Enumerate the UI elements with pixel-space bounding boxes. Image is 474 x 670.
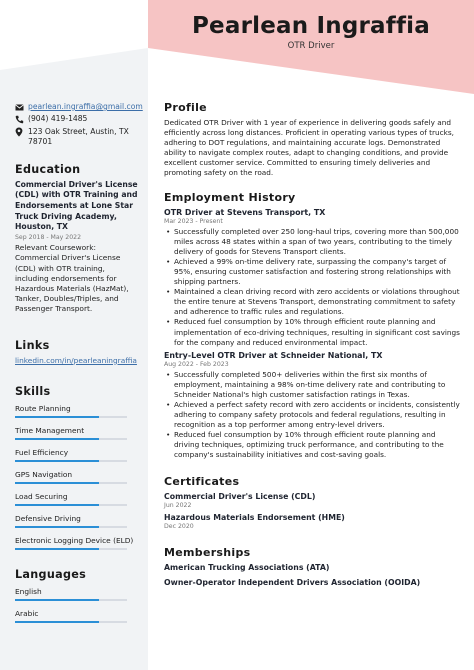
skill-label: Electronic Logging Device (ELD) — [15, 535, 134, 545]
job-bullet: • Successfully completed 500+ deliveries within the first six months of employment, maintaining a 98% on-time delivery rate and contributing to Schneider National's high customer satisfaction ratings in Texas. — [164, 370, 460, 400]
phone-icon — [15, 114, 26, 124]
job-bullet: • Reduced fuel consumption by 10% through efficient route planning and implementation of eco-driving techniques, resulting in significant cost savings for the company and reduced environmental impact. — [164, 317, 460, 347]
job-entry — [164, 208, 460, 348]
languages-heading: Languages — [15, 567, 87, 581]
skill-label: Defensive Driving — [15, 513, 81, 523]
memberships-heading: Memberships — [164, 545, 251, 559]
contact-phone-row — [15, 114, 139, 124]
main-content — [164, 101, 460, 593]
job-bullets — [164, 370, 460, 461]
certificate-title: Commercial Driver's License (CDL) — [164, 491, 316, 501]
skills-heading: Skills — [15, 384, 51, 398]
email-link[interactable]: pearlean.ingraffia@gmail.com — [28, 102, 143, 111]
contact-email-row — [15, 102, 143, 112]
skill-label: GPS Navigation — [15, 469, 73, 479]
language-bar-fill — [15, 599, 99, 601]
skill-item — [15, 426, 139, 440]
membership-item: American Trucking Associations (ATA) — [164, 562, 330, 572]
language-bar — [15, 599, 127, 601]
language-label: Arabic — [15, 608, 39, 618]
job-bullet: • Maintained a clean driving record with zero accidents or violations throughout the entire tenure at Stevens Transport, demonstrating commitment to safety and adherence to traffic rules and regulations. — [164, 287, 460, 317]
employment-heading: Employment History — [164, 190, 296, 204]
skill-label: Time Management — [15, 425, 85, 435]
candidate-title: OTR Driver — [287, 41, 335, 51]
language-item — [15, 587, 139, 601]
skill-bar-fill — [15, 416, 99, 418]
certificate-title: Hazardous Materials Endorsement (HME) — [164, 512, 345, 522]
job-bullet: • Achieved a perfect safety record with zero accidents or incidents, consistently adhering to company safety protocols and federal regulations, resulting in recognition as a top performer among entry-level drivers. — [164, 400, 460, 430]
links-heading: Links — [15, 338, 50, 352]
sidebar — [15, 102, 143, 631]
certificates-heading: Certificates — [164, 474, 240, 488]
education-title: Commercial Driver's License (CDL) with OTR Training and Endorsements at Lone Star Truck Driving Academy, Houston, TX — [15, 179, 138, 232]
contact-address-row — [15, 127, 139, 148]
skill-bar — [15, 526, 127, 528]
skill-bar-fill — [15, 460, 99, 462]
skill-bar — [15, 482, 127, 484]
address-text: 123 Oak Street, Austin, TX 78701 — [28, 126, 129, 147]
job-date: Mar 2023 - Present — [164, 217, 223, 225]
skill-bar-fill — [15, 504, 99, 506]
job-title: OTR Driver at Stevens Transport, TX — [164, 207, 326, 217]
skill-item — [15, 404, 139, 418]
skill-bar-fill — [15, 548, 99, 550]
skills-list — [15, 404, 139, 550]
job-bullet: • Reduced fuel consumption by 10% through efficient route planning and driving techniques, optimizing truck performance, and contributing to the company's sustainability initiatives and cost-saving goals. — [164, 430, 460, 460]
skill-item — [15, 492, 139, 506]
skill-label: Load Securing — [15, 491, 68, 501]
education-description: Relevant Coursework: Commercial Driver's License (CDL) with OTR training, including endorsements for Hazardous Materials (HazMat), Tanker, Doubles/Triples, and Passenger Transport. — [15, 243, 129, 314]
skill-item — [15, 448, 139, 462]
skill-label: Fuel Efficiency — [15, 447, 69, 457]
job-bullet: • Achieved a 99% on-time delivery rate, surpassing the company's target of 95%, ensuring customer satisfaction and fostering strong relationships with shipping partners. — [164, 257, 460, 287]
candidate-name: Pearlean Ingraffia — [192, 13, 430, 39]
skill-label: Route Planning — [15, 403, 71, 413]
certificate-date: Jun 2022 — [164, 501, 192, 509]
skill-bar — [15, 460, 127, 462]
job-title: Entry-Level OTR Driver at Schneider National, TX — [164, 350, 383, 360]
job-date: Aug 2022 - Feb 2023 — [164, 360, 229, 368]
language-bar-fill — [15, 621, 99, 623]
language-label: English — [15, 586, 42, 596]
education-heading: Education — [15, 162, 81, 176]
membership-item: Owner-Operator Independent Drivers Association (OOIDA) — [164, 577, 421, 587]
email-icon — [15, 102, 26, 112]
header-white-wedge — [0, 0, 148, 70]
language-bar — [15, 621, 127, 623]
profile-heading: Profile — [164, 101, 207, 114]
skill-bar — [15, 438, 127, 440]
skill-bar — [15, 416, 127, 418]
certificate-date: Dec 2020 — [164, 522, 194, 530]
skill-bar — [15, 504, 127, 506]
skill-bar-fill — [15, 438, 99, 440]
languages-list — [15, 587, 139, 623]
job-bullet: • Successfully completed over 250 long-haul trips, covering more than 500,000 miles across 48 states within a span of two years, contributing to the timely delivery of goods for Stevens Transport clients. — [164, 227, 460, 257]
profile-text: Dedicated OTR Driver with 1 year of experience in delivering goods safely and efficiently across long distances. Proficient in operating various types of trucks, adhering to DOT regulations, and maintaining accurate logs. Demonstrated ability to navigate complex routes, adapt to changing conditions, and provide excellent customer service. Committed to ensuring timely deliveries and promoting safety on the road. — [164, 118, 455, 178]
skill-item — [15, 514, 139, 528]
language-item — [15, 609, 139, 623]
skill-item — [15, 470, 139, 484]
skill-bar-fill — [15, 526, 99, 528]
location-pin-icon — [15, 127, 26, 137]
job-entry — [164, 351, 460, 461]
resume-header — [0, 0, 474, 94]
phone-number: (904) 419-1485 — [28, 114, 88, 124]
skill-bar-fill — [15, 482, 99, 484]
skill-bar — [15, 548, 127, 550]
education-date: Sep 2018 - May 2022 — [15, 234, 82, 242]
skill-item — [15, 536, 139, 550]
linkedin-link[interactable]: linkedin.com/in/pearleaningraffia — [15, 355, 137, 365]
job-bullets — [164, 227, 460, 348]
